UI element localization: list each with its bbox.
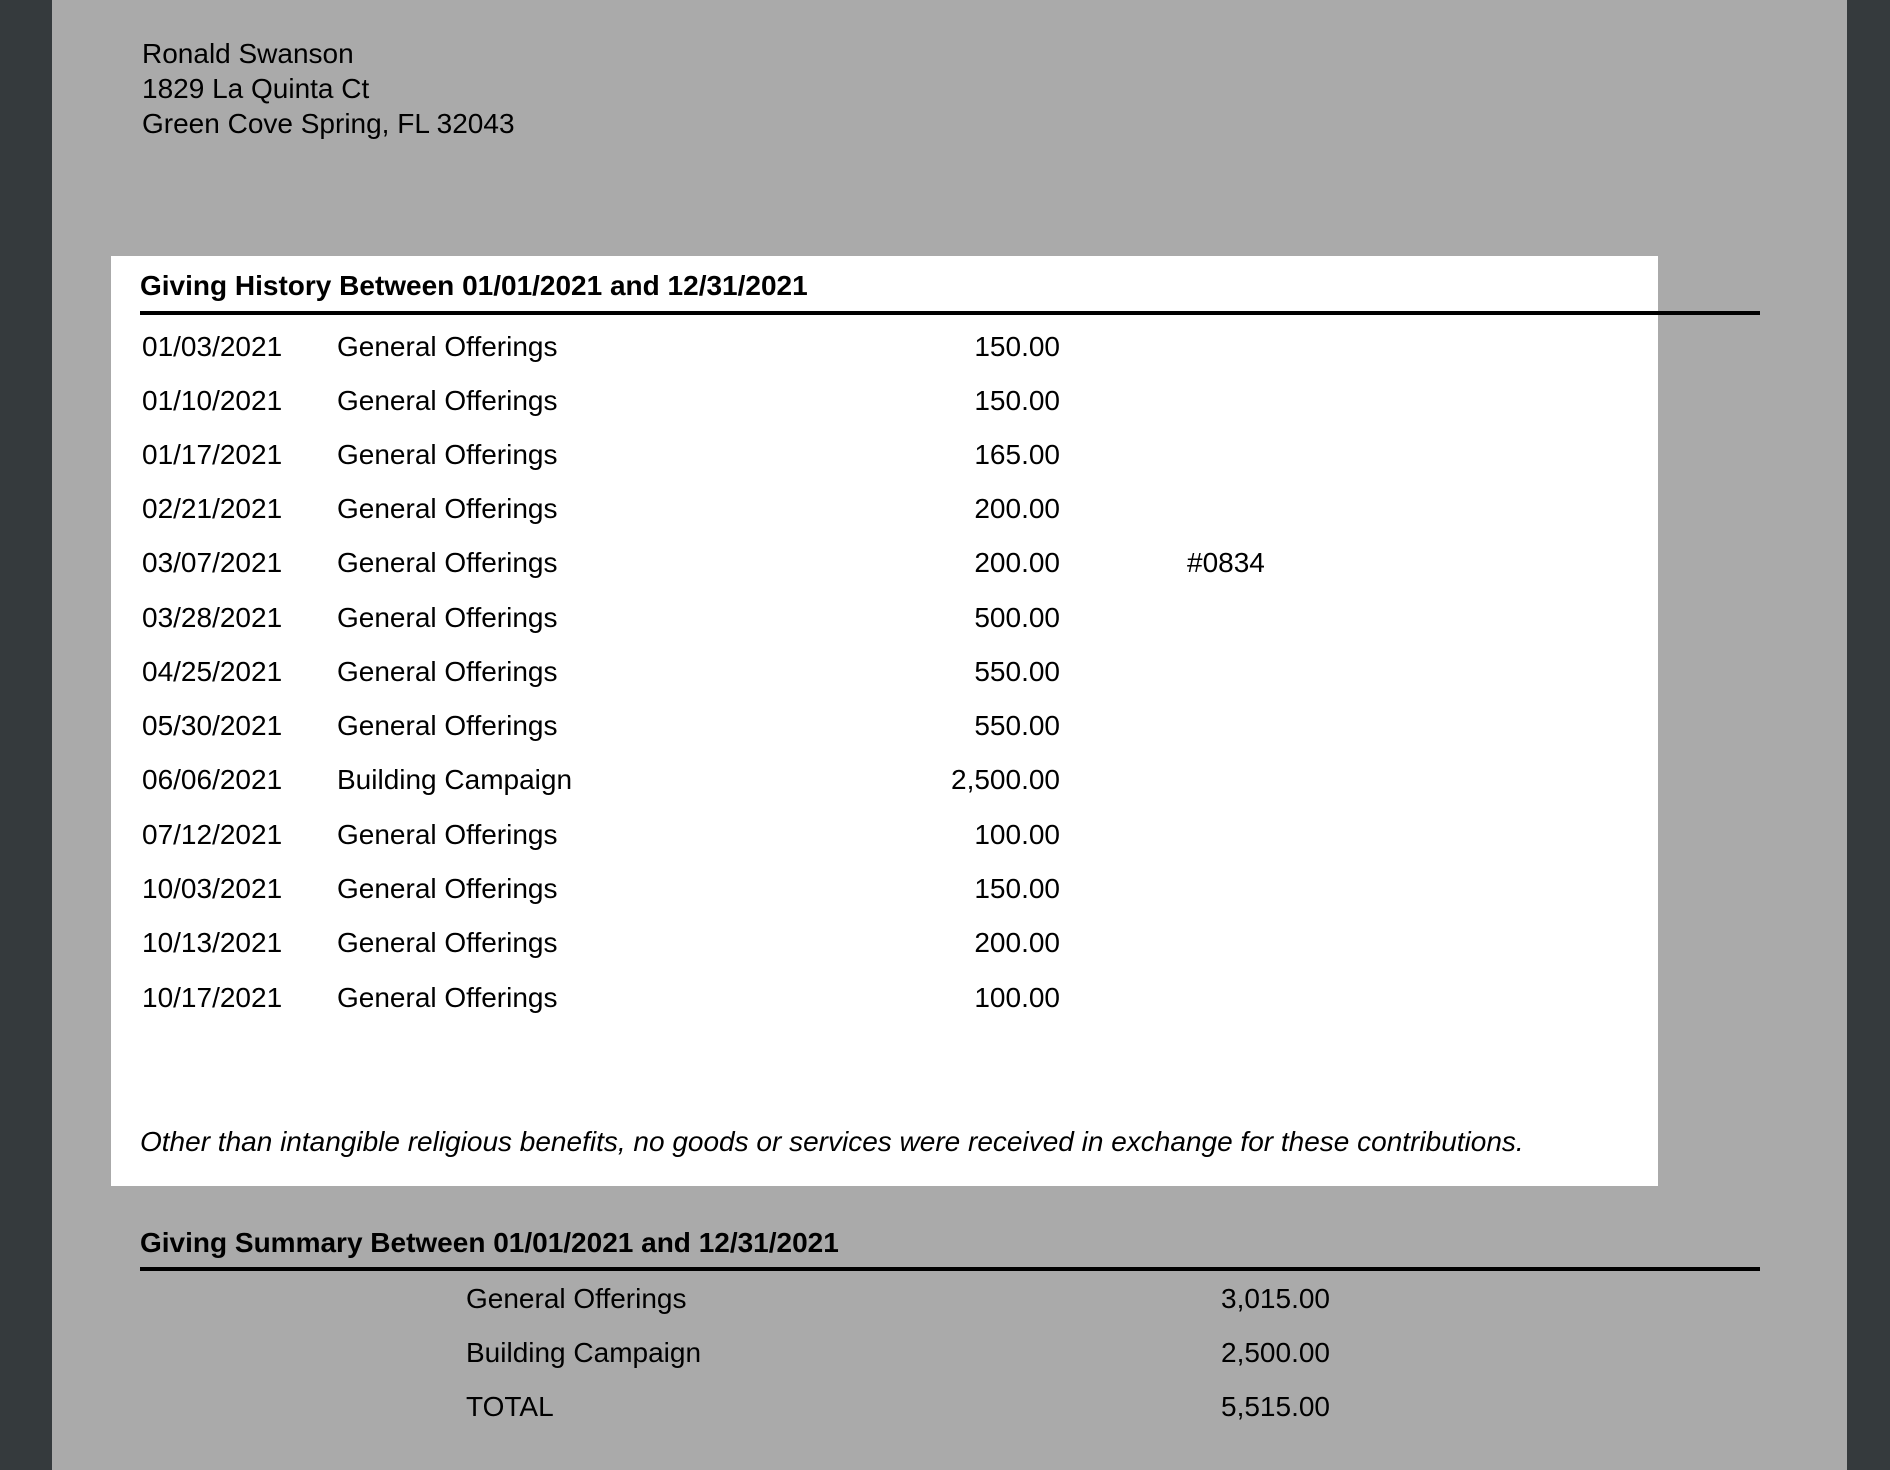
tax-disclaimer: Other than intangible religious benefits, no goods or services were received in exchange for these contributions. [140,1126,1524,1157]
row-amount: 150.00 [974,331,1060,362]
table-row [52,374,1847,428]
giving-summary-divider [140,1267,1760,1271]
row-fund: General Offerings [337,331,558,362]
table-row [52,808,1847,862]
row-date: 01/03/2021 [142,331,283,362]
row-date: 10/13/2021 [142,927,283,958]
table-row [52,971,1847,1025]
row-date: 01/17/2021 [142,439,283,470]
row-fund: General Offerings [337,385,558,416]
row-amount: 200.00 [974,493,1060,524]
table-row [52,753,1847,807]
row-amount: 100.00 [974,819,1060,850]
summary-fund: Building Campaign [466,1337,702,1368]
table-row [52,862,1847,916]
row-fund: General Offerings [337,602,558,633]
row-fund: General Offerings [337,710,558,741]
table-row [52,482,1847,536]
row-date: 10/03/2021 [142,873,283,904]
row-date: 06/06/2021 [142,764,283,795]
row-fund: General Offerings [337,982,558,1013]
table-row [52,699,1847,753]
summary-row [52,1326,1847,1380]
row-date: 01/10/2021 [142,385,283,416]
row-amount: 500.00 [974,602,1060,633]
summary-fund: TOTAL [466,1391,554,1422]
row-amount: 100.00 [974,982,1060,1013]
donor-name: Ronald Swanson [142,38,354,69]
summary-fund: General Offerings [466,1283,687,1314]
row-fund: General Offerings [337,493,558,524]
row-date: 04/25/2021 [142,656,283,687]
row-fund: General Offerings [337,927,558,958]
donor-street: 1829 La Quinta Ct [142,73,370,104]
row-date: 03/07/2021 [142,547,283,578]
statement-page [52,0,1847,1470]
giving-history-title: Giving History Between 01/01/2021 and 12/31/2021 [140,270,808,301]
row-amount: 150.00 [974,873,1060,904]
table-row [52,591,1847,645]
donor-city-line: Green Cove Spring, FL 32043 [142,108,515,139]
row-amount: 200.00 [974,547,1060,578]
row-fund: Building Campaign [337,764,573,795]
row-amount: 2,500.00 [951,764,1060,795]
summary-row [52,1272,1847,1326]
row-fund: General Offerings [337,439,558,470]
table-row [52,916,1847,970]
giving-history-divider [140,311,1760,315]
table-row [52,428,1847,482]
row-date: 10/17/2021 [142,982,283,1013]
table-row [52,320,1847,374]
row-date: 05/30/2021 [142,710,283,741]
table-row [52,645,1847,699]
row-reference: #0834 [1187,547,1265,578]
row-date: 02/21/2021 [142,493,283,524]
row-amount: 150.00 [974,385,1060,416]
summary-total: 3,015.00 [1221,1283,1330,1314]
summary-total: 5,515.00 [1221,1391,1330,1422]
summary-total: 2,500.00 [1221,1337,1330,1368]
row-date: 03/28/2021 [142,602,283,633]
summary-row-grand-total [52,1380,1847,1434]
giving-summary-title: Giving Summary Between 01/01/2021 and 12/31/2021 [140,1227,839,1258]
row-fund: General Offerings [337,547,558,578]
row-amount: 550.00 [974,710,1060,741]
table-row [52,536,1847,590]
row-amount: 165.00 [974,439,1060,470]
row-fund: General Offerings [337,656,558,687]
row-amount: 550.00 [974,656,1060,687]
row-fund: General Offerings [337,819,558,850]
row-date: 07/12/2021 [142,819,283,850]
row-amount: 200.00 [974,927,1060,958]
donor-address [142,36,515,141]
row-fund: General Offerings [337,873,558,904]
